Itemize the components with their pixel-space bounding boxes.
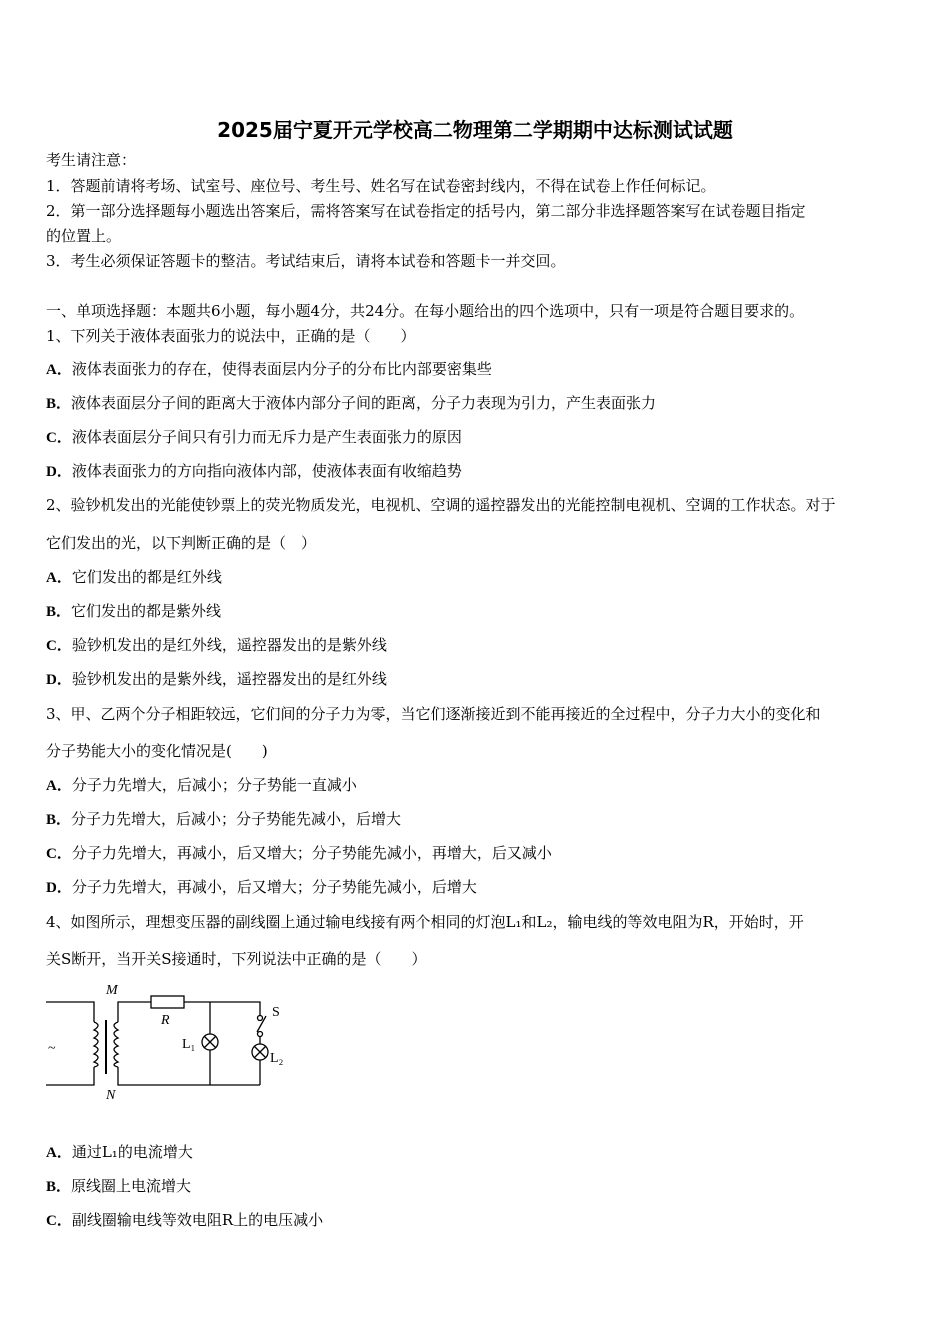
option-b: B．液体表面层分子间的距离大于液体内部分子间的距离，分子力表现为引力，产生表面张力 <box>46 394 657 412</box>
page-title: 2025届宁夏开元学校高二物理第二学期期中达标测试试题 <box>217 118 733 142</box>
option-b: B．分子力先增大，后减小；分子势能先减小，后增大 <box>46 810 402 828</box>
svg-text:S: S <box>272 1005 280 1020</box>
option-b: B．它们发出的都是紫外线 <box>46 602 222 620</box>
svg-text:L₁: L₁ <box>182 1037 196 1052</box>
option-c: C．副线圈输电线等效电阻R上的电压减小 <box>46 1211 324 1229</box>
svg-text:N: N <box>106 1088 116 1102</box>
question-stem: 关S断开，当开关S接通时，下列说法中正确的是（ ） <box>46 950 427 968</box>
notice-item: 3．考生必须保证答题卡的整洁。考试结束后，请将本试卷和答题卡一并交回。 <box>46 252 566 270</box>
primary-wire-top <box>46 1002 94 1022</box>
option-a: A．通过L₁的电流增大 <box>46 1143 193 1161</box>
option-b: B．原线圈上电流增大 <box>46 1177 192 1195</box>
question-stem: 3、甲、乙两个分子相距较远，它们间的分子力为零，当它们逐渐接近到不能再接近的全过程中，分子力大小的变化和 <box>46 705 821 723</box>
notice-item: 的位置上。 <box>46 227 122 245</box>
question-stem: 分子势能大小的变化情况是( ) <box>46 742 268 760</box>
primary-wire-bottom <box>46 1067 94 1085</box>
notice-item: 2．第一部分选择题每小题选出答案后，需将答案写在试卷指定的括号内，第二部分非选择题答案写在试卷题目指定 <box>46 202 806 220</box>
option-a: A．分子力先增大，后减小；分子势能一直减小 <box>46 776 357 794</box>
notice-item: 1．答题前请将考场、试室号、座位号、考生号、姓名写在试卷密封线内，不得在试卷上作任何标记。 <box>46 177 716 195</box>
svg-text:L₂: L₂ <box>270 1051 284 1066</box>
ac-source-icon: ~ <box>48 1041 56 1056</box>
switch-s-icon <box>258 1016 263 1021</box>
notice-heading: 考生请注意： <box>46 151 137 169</box>
option-c: C．液体表面层分子间只有引力而无斥力是产生表面张力的原因 <box>46 428 462 446</box>
svg-text:M: M <box>106 983 118 998</box>
question-stem: 2、验钞机发出的光能使钞票上的荧光物质发光，电视机、空调的遥控器发出的光能控制电视机、空调的工作状态。对于 <box>46 496 836 514</box>
option-d: D．液体表面张力的方向指向液体内部，使液体表面有收缩趋势 <box>46 462 462 480</box>
option-a: A．液体表面张力的存在，使得表面层内分子的分布比内部要密集些 <box>46 360 492 378</box>
question-stem: 1、下列关于液体表面张力的说法中，正确的是（ ） <box>46 327 416 345</box>
option-c: C．验钞机发出的是红外线，遥控器发出的是紫外线 <box>46 636 387 654</box>
section-heading: 一、单项选择题：本题共6小题，每小题4分，共24分。在每小题给出的四个选项中，只有一项是符合题目要求的。 <box>46 302 805 320</box>
resistor-icon <box>151 996 184 1008</box>
svg-text:R: R <box>161 1013 170 1028</box>
option-a: A．它们发出的都是红外线 <box>46 568 222 586</box>
transformer-circuit-diagram <box>44 982 304 1102</box>
option-d: D．验钞机发出的是紫外线，遥控器发出的是红外线 <box>46 670 387 688</box>
option-d: D．分子力先增大，再减小，后又增大；分子势能先减小，后增大 <box>46 878 477 896</box>
secondary-coil-icon <box>114 1022 118 1067</box>
option-c: C．分子力先增大，再减小，后又增大；分子势能先减小，再增大，后又减小 <box>46 844 552 862</box>
question-stem: 4、如图所示，理想变压器的副线圈上通过输电线接有两个相同的灯泡L₁和L₂，输电线的等效电阻为R，开始时，开 <box>46 913 804 931</box>
primary-coil-icon <box>94 1022 98 1067</box>
question-stem: 它们发出的光，以下判断正确的是（ ） <box>46 534 317 552</box>
